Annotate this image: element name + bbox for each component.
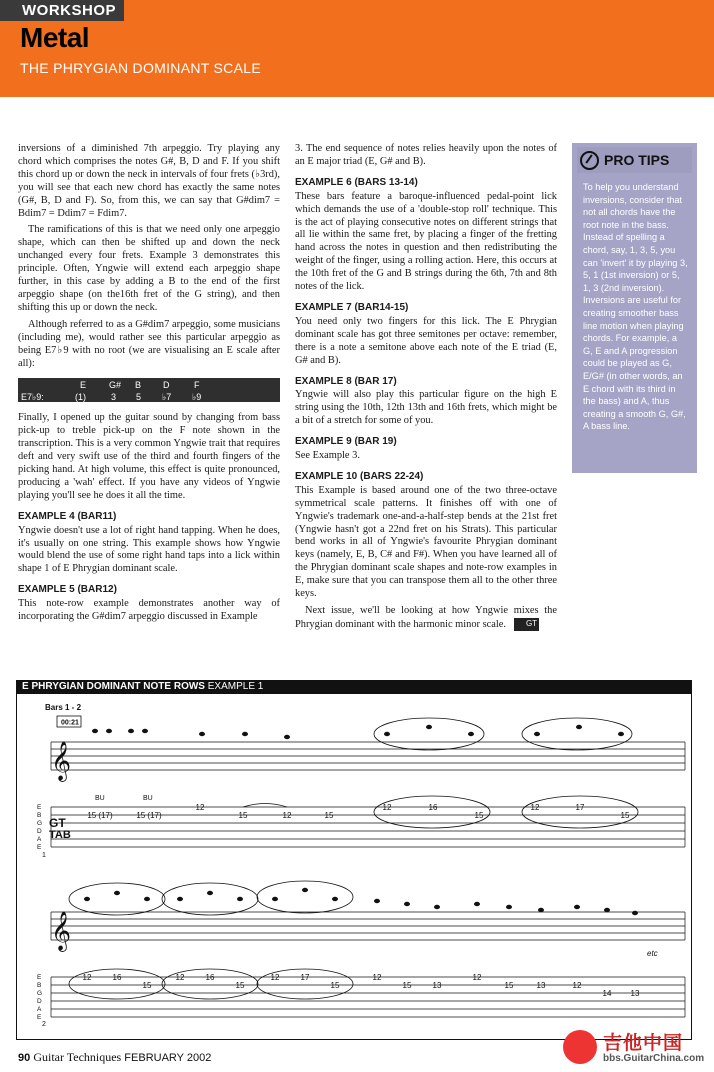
- article-column-1: [18, 143, 280, 628]
- phrase-circles-1: [374, 718, 632, 750]
- tab-number: 15: [238, 811, 248, 820]
- notation-svg: [17, 694, 691, 1039]
- system-number: 1: [42, 852, 46, 859]
- gt-logo: GT: [49, 816, 66, 830]
- string-name: E: [37, 844, 42, 851]
- tab-number: 15: [324, 811, 334, 820]
- tab-number: 12: [82, 973, 92, 982]
- header-banner: [0, 0, 714, 97]
- etc-label: etc: [647, 949, 658, 958]
- tab-number: 15: [620, 811, 630, 820]
- string-name: D: [37, 828, 42, 835]
- guitar-pick-icon: [580, 151, 599, 170]
- chord-note: G#: [109, 380, 122, 391]
- watermark: [563, 1026, 713, 1070]
- string-name: A: [37, 1006, 42, 1013]
- tab-number: 12: [195, 803, 205, 812]
- section-heading: EXAMPLE 4 (BAR11): [18, 510, 117, 522]
- string-name: G: [37, 820, 43, 827]
- chord-degree: 5: [136, 392, 142, 403]
- bend-label: BU: [143, 795, 153, 802]
- string-names-1: [37, 804, 42, 851]
- string-name: A: [37, 836, 42, 843]
- paragraph: This note-row example demonstrates another way of incorporating the G#dim7 arpeggio discussed in Example: [18, 598, 280, 623]
- end-mark: GT: [514, 618, 539, 631]
- tab-number: 13: [432, 981, 442, 990]
- protips-title: PRO TIPS: [604, 152, 670, 168]
- section-heading: EXAMPLE 7 (BAR14-15): [295, 301, 409, 313]
- tab-number: 16: [112, 973, 122, 982]
- tab-number: 12: [282, 811, 292, 820]
- phrase-circles-2: [69, 881, 353, 915]
- tab-number: 13: [630, 989, 640, 998]
- string-name: E: [37, 804, 42, 811]
- system-number: 2: [42, 1021, 46, 1028]
- paragraph: This Example is based around one of the two three-octave symmetrical scale patterns. It finishes off with one of Yngwie's trademark one-and-a-half-step bends at the 21st fret (Yngwie hasn't got a 22nd fret on his Strats). This particular bend works in all of Yngwie's favourite Phrygian dominant keys (namely, E, B, C# and F#). When you have learned all of the Phrygian dominant scale shapes and note-row examples in E, make sure that you can transpose them all to the other three keys.: [295, 484, 557, 600]
- paragraph: The ramifications of this is that we need only one arpeggio shape, which can then be shifted up and down the neck unchanged every four frets. Example 3 demonstrates this principle. Often, Yngwie will extend each arpeggio shape further, in this case by adding a B to the end of the first arpeggio shape (on the16th fret of the G string), and then shifting this up or down the neck.: [18, 224, 280, 313]
- watermark-url: bbs.GuitarChina.com: [603, 1053, 705, 1064]
- tab-number: 15: [235, 981, 245, 990]
- tab-number: 15 (17): [136, 811, 162, 820]
- example-title-bar: [16, 680, 692, 694]
- chord-degree: ♭9: [192, 392, 202, 403]
- bars-label: Bars 1 - 2: [45, 703, 82, 712]
- paragraph: Yngwie doesn't use a lot of right hand tapping. When he does, it's usually on one string. This example shows how Yngwie would blend the use of some right hand taps into a lick within shape 1 of E Phrygian dominant scale.: [18, 524, 280, 575]
- magazine-name: Guitar Techniques: [33, 1050, 122, 1064]
- tab-number: 15: [474, 811, 484, 820]
- chord-degree: 3: [111, 392, 117, 403]
- treble-clef-icon: 𝄞: [51, 741, 72, 781]
- tab-number: 12: [372, 973, 382, 982]
- tab-number: 12: [572, 981, 582, 990]
- section-heading: EXAMPLE 6 (BARS 13-14): [295, 176, 418, 188]
- tab-number: 16: [205, 973, 215, 982]
- protips-header: [577, 147, 692, 173]
- chord-note: D: [163, 380, 170, 391]
- tab-number: 13: [536, 981, 546, 990]
- notation-panel: [16, 694, 692, 1040]
- chord-note: B: [135, 380, 142, 391]
- tab-number: 15: [330, 981, 340, 990]
- string-name: B: [37, 982, 42, 989]
- tab-number: 15: [504, 981, 514, 990]
- paragraph: Finally, I opened up the guitar sound by changing from bass pick-up to treble pick-up on the F note shown in the transcription. This is a very common Yngwie trait that requires deft and very swift use of the third and fourth fingers of the picking hand. At high volume, this effect is quite pronounced, producing a 'wah' effect. If you have any videos of Yngwie playing you'll see he does it all the time.: [18, 412, 280, 501]
- section-heading: EXAMPLE 10 (BARS 22-24): [295, 470, 424, 482]
- paragraph: You need only two fingers for this lick. The E Phrygian dominant scale has got three semitones per octave: remember, there is a note a semitone above each note of the E triad (E, G# and B).: [295, 315, 557, 366]
- string-names-2: [37, 974, 42, 1021]
- string-name: G: [37, 990, 43, 997]
- paragraph: Although referred to as a G#dim7 arpeggio, some musicians (including me), would rather see this particular arpeggio as being E7♭9 with no root (we are visualising an E scale after all):: [18, 318, 280, 369]
- paragraph: 3. The end sequence of notes relies heavily upon the notes of an E major triad (E, G# and B).: [295, 143, 557, 167]
- tab-number: 12: [382, 803, 392, 812]
- bend-label: BU: [95, 795, 105, 802]
- paragraph: [295, 605, 557, 632]
- tab-number: 15: [402, 981, 412, 990]
- string-name: B: [37, 812, 42, 819]
- chord-label: E7♭9:: [21, 392, 44, 403]
- example-title: E PHRYGIAN DOMINANT NOTE ROWS: [22, 681, 205, 692]
- page-footer: [18, 1050, 211, 1065]
- page-subtitle: THE PHRYGIAN DOMINANT SCALE: [20, 60, 261, 76]
- section-heading: EXAMPLE 8 (BAR 17): [295, 375, 397, 387]
- paragraph: These bars feature a baroque-influenced pedal-point lick which demands the use of a 'double-stop roll' technique. This is the act of playing consecutive notes on different strings that all lie within the same fret, by placing a finger of the fretting hand across the notes in question and then redistributing the weight of the finger, using a rolling action. Here, this occurs at the 10th fret of the G and B strings during the 6th, 7th and 8th notes of the lick.: [295, 190, 557, 293]
- paragraph: inversions of a diminished 7th arpeggio. Try playing any chord which comprises the notes G#, B, D and F. If you shift this chord up or down the neck in intervals of four frets (♭3rd), you will see that each new chord has exactly the same notes (G#, B, D and F). So, from this, we can say that G#dim7 = Bdim7 = Ddim7 = Fdim7.: [18, 143, 280, 219]
- section-heading: EXAMPLE 5 (BAR12): [18, 584, 117, 596]
- guitarchina-logo-icon: [563, 1030, 597, 1064]
- article-column-2: [295, 143, 557, 636]
- tab-numbers-1: [87, 803, 630, 820]
- section-heading: EXAMPLE 9 (BAR 19): [295, 436, 397, 448]
- notes-1: [92, 725, 624, 739]
- chord-degree: ♭7: [162, 392, 172, 403]
- tab-number: 17: [575, 803, 585, 812]
- chord-spelling-box: [18, 378, 280, 402]
- page-number: 90: [18, 1052, 31, 1064]
- tab-number: 17: [300, 973, 310, 982]
- tab-number: 16: [428, 803, 438, 812]
- tab-number: 15: [142, 981, 152, 990]
- watermark-title: 吉他中国: [603, 1032, 684, 1054]
- chord-note: E: [80, 380, 87, 391]
- paragraph: Yngwie will also play this particular figure on the high E string using the 10th, 12th 13th and 16th frets, which might be a bit of a stretch for some of you.: [295, 389, 557, 427]
- chord-degree: (1): [75, 392, 86, 403]
- tab-number: 14: [602, 989, 612, 998]
- paragraph: See Example 3.: [295, 450, 360, 462]
- section-tag: WORKSHOP: [0, 0, 124, 21]
- treble-clef-icon: 𝄞: [51, 911, 72, 951]
- string-name: E: [37, 974, 42, 981]
- tab-number: 12: [530, 803, 540, 812]
- tab-label: TAB: [49, 829, 71, 841]
- protips-body: To help you understand inversions, consider that not all chords have the root note in the bass. Instead of spelling a chord, say, 1, 3, 5, you can 'invert' it by playing 3, 5, 1 (1st inversion) or 5, 1, 3 (2nd inversion). Inversions are useful for creating smoother bass line motion when playing chords. For example, a G, E and A progression could be played as G, E/G# (in other words, an E chord with its third in the bass) and A, thus creating a smooth G, G#, A bass line.: [583, 182, 688, 432]
- tab-number: 12: [175, 973, 185, 982]
- page-title: Metal: [20, 22, 90, 53]
- string-name: E: [37, 1014, 42, 1021]
- string-name: D: [37, 998, 42, 1005]
- staff-2: [51, 912, 685, 940]
- tab-number: 12: [270, 973, 280, 982]
- chord-note: F: [194, 380, 200, 391]
- tab-number: 15 (17): [87, 811, 113, 820]
- tab-number: 12: [472, 973, 482, 982]
- issue-date: FEBRUARY 2002: [124, 1052, 212, 1064]
- example-number: EXAMPLE 1: [207, 681, 264, 692]
- timecode: 00:21: [61, 719, 79, 727]
- paragraph-text: Next issue, we'll be looking at how Yngwie mixes the Phrygian dominant with the harmonic minor scale.: [295, 605, 557, 630]
- protips-box: [572, 143, 697, 473]
- staff-1: [51, 742, 685, 770]
